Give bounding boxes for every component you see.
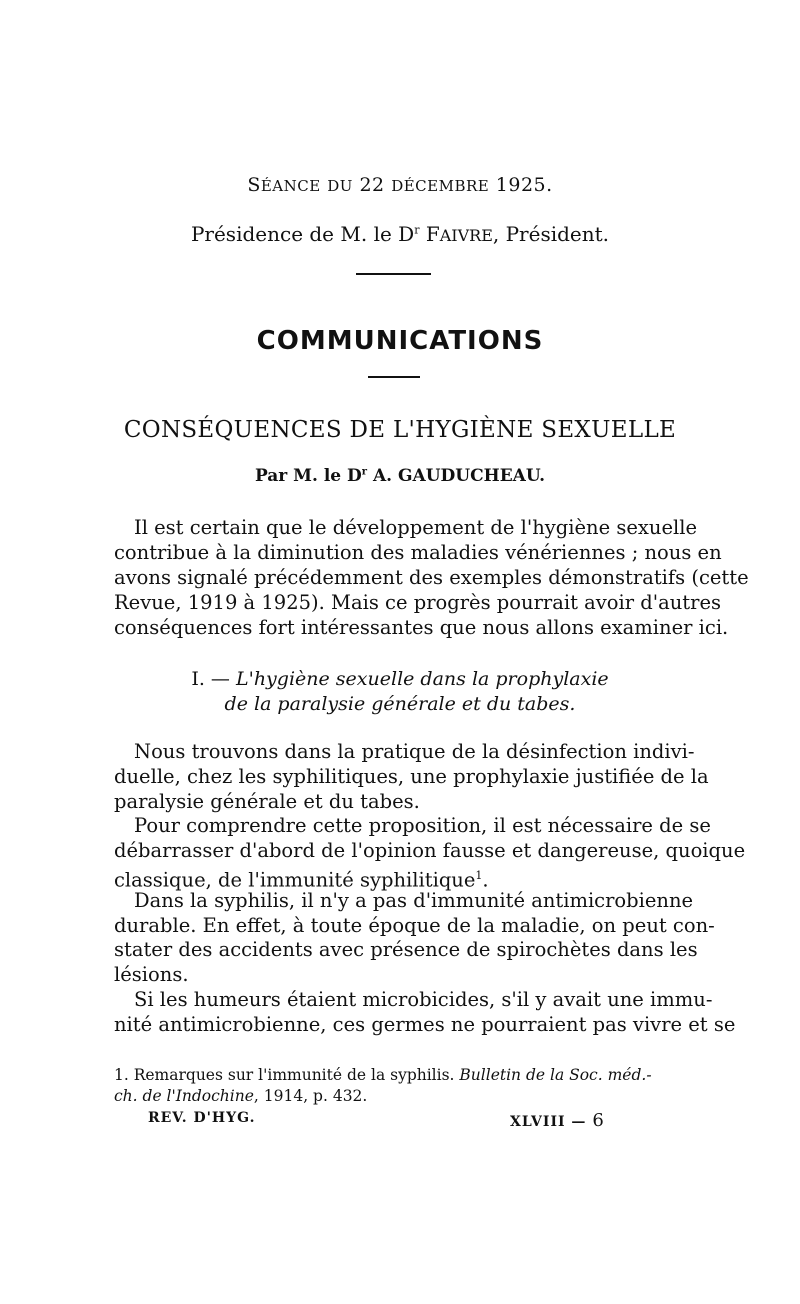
paragraph-line: contribue à la diminution des maladies vénériennes ; nous en xyxy=(114,541,722,564)
paragraph-line xyxy=(114,790,680,814)
paragraph-line xyxy=(114,963,680,987)
line-text: paralysie générale et du tabes. xyxy=(114,790,420,813)
line-text: duelle, chez les syphilitiques, une prophylaxie justifiée de la xyxy=(114,765,709,788)
footnote-text: 1. Remarques sur l'immunité de la syphilis. xyxy=(114,1066,460,1084)
paragraph-line xyxy=(114,839,746,863)
section-heading: COMMUNICATIONS xyxy=(256,326,544,356)
president-initial: F xyxy=(425,222,440,246)
paragraph-line xyxy=(114,1013,736,1037)
paragraph-line: conséquences fort intéressantes que nous allons examiner ici. xyxy=(114,616,729,639)
signature-page: 6 xyxy=(592,1110,605,1131)
volume-signature xyxy=(510,1110,605,1131)
line-text: Nous trouvons dans la pratique de la désinfection indivi- xyxy=(134,740,695,763)
byline-author: A. GAUDUCHEAU. xyxy=(367,466,546,486)
line-text: lésions. xyxy=(114,963,189,986)
session-s: S xyxy=(247,174,261,196)
line-text: Pour comprendre cette proposition, il est nécessaire de se xyxy=(134,814,711,837)
line-text: Si les humeurs étaient microbicides, s'il y avait une immu- xyxy=(134,988,713,1011)
journal-signature: REV. D'HYG. xyxy=(148,1110,256,1126)
presidency-sup: r xyxy=(414,223,420,237)
session-day: 22 xyxy=(359,174,385,196)
paragraph-line xyxy=(114,914,715,938)
presidency-prefix: Présidence de M. le D xyxy=(190,222,415,246)
subsection-heading-line2: de la paralysie générale et du tabes. xyxy=(224,693,576,715)
paragraph-line xyxy=(134,814,711,838)
line-text: nité antimicrobienne, ces germes ne pourraient pas vivre et se xyxy=(114,1013,736,1036)
footnote-journal: Bulletin de la Soc. méd.- xyxy=(459,1066,652,1084)
subsection-number: I. — xyxy=(191,668,230,690)
paragraph-line: Il est certain que le développement de l'hygiène sexuelle xyxy=(134,516,698,539)
article-byline xyxy=(0,466,800,486)
line-text: Dans la syphilis, il n'y a pas d'immunité antimicrobienne xyxy=(134,889,694,912)
article-title: CONSÉQUENCES DE L'HYGIÈNE SEXUELLE xyxy=(123,417,677,443)
footnote-citation: , 1914, p. 432. xyxy=(253,1087,368,1105)
subsection-title-line: L'hygiène sexuelle dans la prophylaxie xyxy=(235,668,609,690)
footnote-line xyxy=(114,1064,680,1086)
presidency-line xyxy=(0,222,800,246)
session-month: DÉCEMBRE xyxy=(391,177,490,195)
session-du: DU xyxy=(327,177,353,195)
byline-prefix: Par M. le D xyxy=(254,466,362,486)
paragraph-line xyxy=(114,765,709,789)
presidency-suffix: , Président. xyxy=(492,222,610,246)
paragraph-line xyxy=(134,740,695,764)
byline-sup: r xyxy=(361,466,368,478)
footnote-journal: ch. de l'Indochine xyxy=(114,1087,254,1105)
footnote-line xyxy=(114,1085,680,1107)
line-text: classique, de l'immunité syphilitique xyxy=(114,868,476,892)
paragraph-line xyxy=(114,938,698,962)
footnote-marker: 1 xyxy=(475,869,483,882)
line-punctuation: . xyxy=(482,868,489,892)
line-text: débarrasser d'abord de l'opinion fausse et dangereuse, quoique xyxy=(114,839,746,862)
paragraph-line xyxy=(134,889,694,913)
president-name: AIVRE xyxy=(439,226,493,245)
paragraph-line: avons signalé précédemment des exemples démonstratifs (cette xyxy=(114,566,749,589)
subsection-heading xyxy=(0,668,800,690)
session-word: ÉANCE xyxy=(260,177,321,195)
paragraph-line xyxy=(134,988,713,1012)
session-year: 1925. xyxy=(495,174,553,196)
divider-rule xyxy=(356,273,431,275)
paragraph-line: Revue, 1919 à 1925). Mais ce progrès pourrait avoir d'autres xyxy=(114,591,721,614)
volume-number: XLVIII — xyxy=(510,1114,587,1130)
line-text: durable. En effet, à toute époque de la maladie, on peut con- xyxy=(114,914,715,937)
divider-rule xyxy=(368,376,420,378)
line-text: stater des accidents avec présence de spirochètes dans les xyxy=(114,938,698,961)
session-heading xyxy=(0,174,800,196)
